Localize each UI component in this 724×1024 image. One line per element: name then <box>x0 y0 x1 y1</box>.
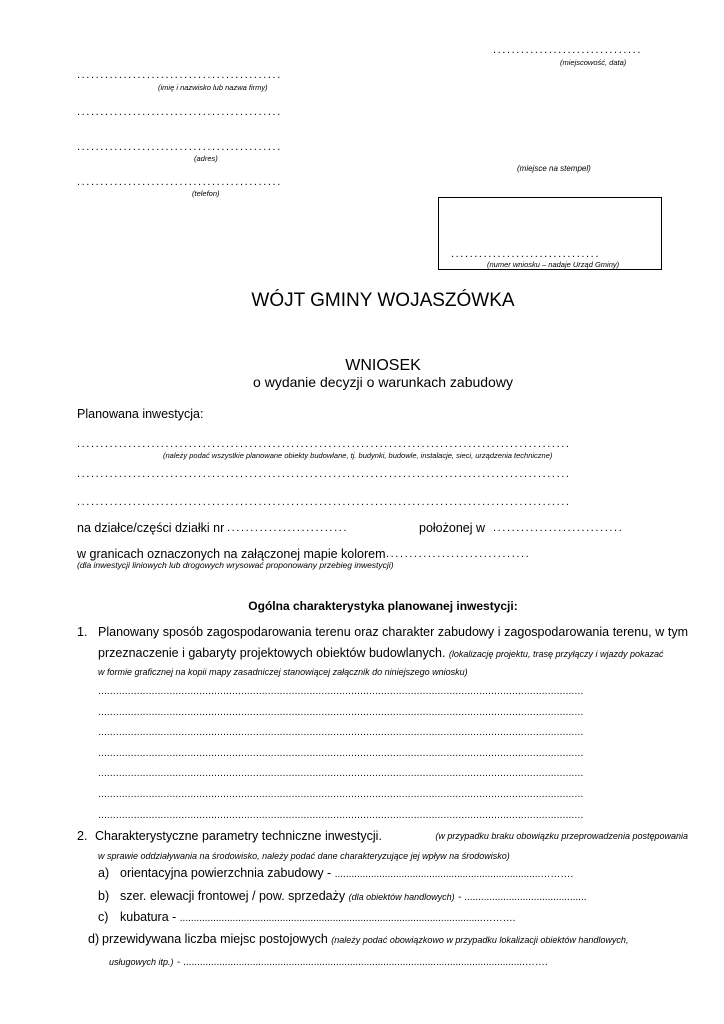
item-2a-label: a) <box>98 866 110 880</box>
item-1-fill-1[interactable]: ................................................................................................................................................................... <box>98 686 584 697</box>
investment-label: Planowana inwestycja: <box>77 407 204 421</box>
phone-dots[interactable]: ............................................ <box>77 176 282 188</box>
item-2b-hint: (dla obiektów handlowych) <box>348 892 455 902</box>
item-1-text: przeznaczenie i gabaryty projektowych obiektów budowlanych. <box>98 646 446 660</box>
place-date-dots[interactable]: ................................ <box>493 44 642 56</box>
item-1-fill-6[interactable]: ................................................................................................................................................................... <box>98 789 584 800</box>
item-1-fill-7[interactable]: ................................................................................................................................................................... <box>98 810 584 821</box>
item-2b-row <box>120 889 587 905</box>
item-2-line-1 <box>95 829 688 844</box>
name-label: (imię i nazwisko lub nazwa firmy) <box>158 83 268 92</box>
located-label: położonej w <box>419 521 486 535</box>
item-2c-row <box>120 910 515 926</box>
section-heading: Ogólna charakterystyka planowanej inwestycji: <box>248 599 518 613</box>
item-2-number: 2. <box>77 829 88 843</box>
item-2d-hint-b: usługowych itp.) <box>109 957 174 967</box>
address-label: (adres) <box>194 154 218 163</box>
item-2-hint-a: (w przypadku braku obowiązku przeprowadzenia postępowania <box>435 831 688 841</box>
item-2c-dots[interactable]: .............................................................................................................………. <box>179 913 516 924</box>
item-2a-dots[interactable]: ..........................................................................………. <box>334 869 574 880</box>
investment-dots-3[interactable]: .......................................................................................................... <box>77 496 571 508</box>
map-hint: (dla inwestycji liniowych lub drogowych wrysować proponowany przebieg inwestycji) <box>77 560 394 570</box>
name-dots-2[interactable]: ............................................ <box>77 106 282 118</box>
stamp-label: (miejsce na stempel) <box>517 164 591 173</box>
name-dots[interactable]: ............................................ <box>77 69 282 81</box>
item-2d-text: przewidywana liczba miejsc postojowych <box>102 932 328 946</box>
application-number-dots[interactable]: ................................ <box>451 248 600 260</box>
item-2-hint-b: w sprawie oddziaływania na środowisko, należy podać dane charakteryzujące jej wpływ na środowisko) <box>98 851 510 861</box>
item-2c-text: kubatura - <box>120 910 177 924</box>
map-color-label: w granicach oznaczonych na załączonej mapie kolorem <box>77 547 386 561</box>
item-1-fill-3[interactable]: ................................................................................................................................................................... <box>98 727 584 738</box>
item-2-text: Charakterystyczne parametry techniczne inwestycji. <box>95 829 382 843</box>
item-2d-row-2 <box>109 954 548 970</box>
item-2c-label: c) <box>98 910 109 924</box>
item-1-hint-a: (lokalizację projektu, trasę przyłączy i wjazdy pokazać <box>448 649 664 659</box>
map-color-dots[interactable]: ............................... <box>386 548 531 560</box>
item-2b-label: b) <box>98 889 110 903</box>
investment-dots-1[interactable]: .......................................................................................................... <box>77 438 571 450</box>
place-date-label: (miejscowość, data) <box>560 58 627 67</box>
item-2a-row <box>120 866 573 882</box>
item-2d-hint-a: (należy podać obowiązkowo w przypadku lokalizacji obiektów handlowych, <box>331 935 629 945</box>
item-2b-text: szer. elewacji frontowej / pow. sprzedaży <box>120 889 346 903</box>
item-1-number: 1. <box>77 625 88 639</box>
addressee-heading: WÓJT GMINY WOJASZÓWKA <box>251 290 515 311</box>
item-1-line-1: Planowany sposób zagospodarowania terenu oraz charakter zabudowy i zagospodarowania terenu, w tym <box>98 625 688 639</box>
item-2d-row <box>102 932 628 948</box>
item-2a-text: orientacyjna powierzchnia zabudowy - <box>120 866 332 880</box>
item-2b-dots[interactable]: - ............................................ <box>458 892 587 903</box>
item-2d-dots[interactable]: - ...........................................................................................................................……. <box>177 957 548 968</box>
item-2d-label: d) <box>88 932 100 946</box>
form-subtitle: o wydanie decyzji o warunkach zabudowy <box>253 374 513 390</box>
plot-number-label: na działce/części działki nr <box>77 521 225 535</box>
address-dots[interactable]: ............................................ <box>77 141 282 153</box>
located-dots[interactable]: ............................ <box>493 522 624 534</box>
item-1-line-2 <box>98 646 664 662</box>
application-number-label: (numer wniosku – nadaje Urząd Gminy) <box>487 260 620 269</box>
item-1-fill-4[interactable]: ................................................................................................................................................................... <box>98 748 584 759</box>
item-1-hint-b: w formie graficznej na kopii mapy zasadniczej stanowiącej załącznik do niniejszego wniosku) <box>98 667 468 677</box>
item-1-fill-2[interactable]: ................................................................................................................................................................... <box>98 707 584 718</box>
investment-dots-2[interactable]: .......................................................................................................... <box>77 468 571 480</box>
plot-number-dots[interactable]: .......................... <box>227 522 349 534</box>
form-title: WNIOSEK <box>345 357 421 374</box>
item-1-fill-5[interactable]: ................................................................................................................................................................... <box>98 768 584 779</box>
phone-label: (telefon) <box>192 189 220 198</box>
investment-hint: (należy podać wszystkie planowane obiekty budowlane, tj. budynki, budowle, instalacje, sieci, urządzenia techniczne) <box>163 451 553 460</box>
